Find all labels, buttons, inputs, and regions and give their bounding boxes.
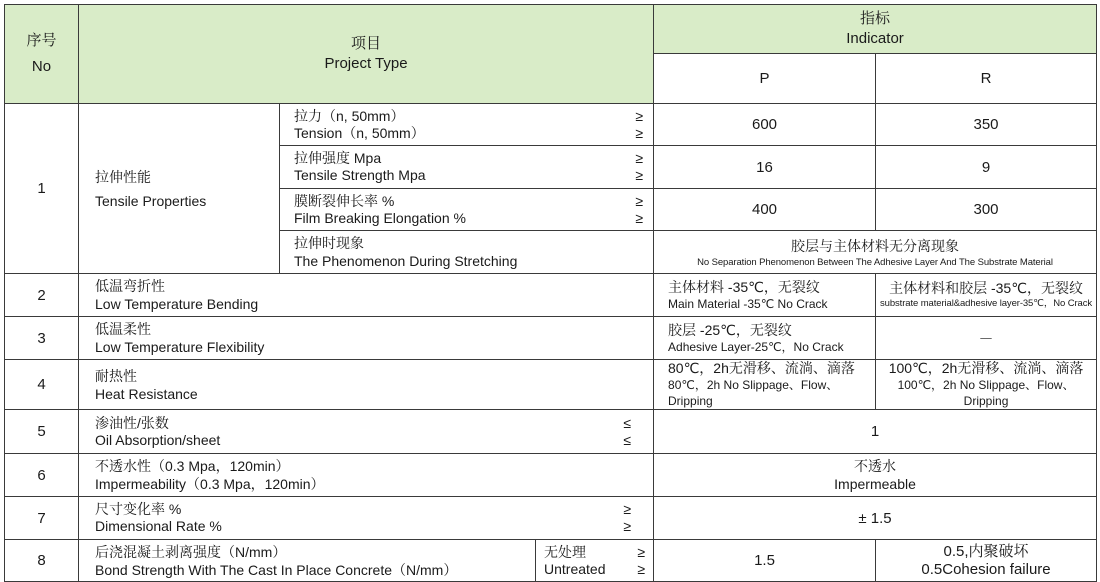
row-2-p	[654, 274, 876, 317]
row-8-sym-2: ≥	[637, 560, 646, 577]
row-2	[5, 274, 1097, 317]
row-2-p-zh: 主体材料 -35℃，无裂纹	[668, 278, 820, 295]
header-col-r: R	[876, 54, 1097, 104]
row-7-no: 7	[5, 497, 79, 540]
row-8-r-en: 0.5Cohesion failure	[921, 560, 1051, 578]
row-4-en: Heat Resistance	[95, 385, 198, 402]
elongation-sym-1: ≥	[635, 192, 644, 209]
header-indicator	[654, 5, 1097, 54]
row-5-item	[79, 410, 654, 454]
elongation-zh: 膜断裂伸长率 %	[294, 192, 395, 209]
row-1-group	[79, 104, 280, 274]
row-8-sub	[536, 540, 654, 582]
row-7-item	[79, 497, 654, 540]
row-2-zh: 低温弯折性	[95, 278, 165, 294]
tension-item	[280, 104, 654, 146]
row-7-zh: 尺寸变化率 %	[95, 501, 182, 517]
row-4-r-en: 100℃，2h No Slippage、Flow、Dripping	[897, 378, 1075, 408]
row-5	[5, 410, 1097, 454]
elongation-p: 400	[654, 189, 876, 231]
header-row	[5, 5, 1097, 54]
strength-p: 16	[654, 146, 876, 189]
header-project	[79, 5, 654, 104]
strength-zh: 拉伸强度 Mpa	[294, 150, 382, 166]
row-3-p-en: Adhesive Layer-25℃，No Crack	[668, 339, 844, 354]
row-5-en: Oil Absorption/sheet	[95, 431, 221, 448]
row-4-r-zh: 100℃，2h无滑移、流淌、滴落	[888, 360, 1084, 376]
header-indicator-en: Indicator	[846, 30, 904, 47]
row-7-sym-1: ≥	[623, 501, 632, 517]
row-3	[5, 317, 1097, 360]
row-1-no: 1	[5, 104, 79, 274]
elongation-r: 300	[876, 189, 1097, 231]
row-1-group-en: Tensile Properties	[95, 192, 207, 209]
phenomenon-zh: 拉伸时现象	[294, 235, 364, 251]
row-4-r	[876, 360, 1097, 410]
row-2-item	[79, 274, 654, 317]
row-6-no: 6	[5, 454, 79, 497]
row-5-sym-1: ≤	[623, 414, 632, 431]
phenomenon-value	[654, 231, 1097, 274]
header-project-en: Project Type	[324, 55, 408, 72]
row-4-p-zh: 80℃，2h无滑移、流淌、滴落	[668, 360, 855, 376]
header-no-zh: 序号	[26, 32, 57, 49]
row-7-sym-2: ≥	[623, 518, 632, 534]
row-5-zh: 渗油性/张数	[95, 414, 169, 431]
row-8-sym-1: ≥	[637, 543, 646, 560]
row-6-zh: 不透水性（0.3 Mpa，120min）	[95, 458, 290, 474]
row-5-no: 5	[5, 410, 79, 454]
row-8-p: 1.5	[654, 540, 876, 582]
row-6-val-en: Impermeable	[834, 476, 916, 492]
header-project-zh: 项目	[351, 35, 382, 52]
elongation-item	[280, 189, 654, 231]
header-no	[5, 5, 79, 104]
phenomenon-val-zh: 胶层与主体材料无分离现象	[791, 237, 960, 254]
row-4-zh: 耐热性	[95, 367, 137, 384]
row-1-group-zh: 拉伸性能	[95, 168, 151, 185]
row-3-zh: 低温柔性	[95, 321, 151, 337]
row-6-value	[654, 454, 1097, 497]
row-4-item	[79, 360, 654, 410]
row-7	[5, 497, 1097, 540]
row-8-item	[79, 540, 536, 582]
row-4-no: 4	[5, 360, 79, 410]
strength-sym-2: ≥	[635, 167, 644, 183]
row-1-tension	[5, 104, 1097, 146]
strength-en: Tensile Strength Mpa	[294, 167, 426, 183]
row-4-p-en: 80℃，2h No Slippage、Flow、Dripping	[668, 378, 839, 408]
row-2-r-en: substrate material&adhesive layer-35℃，No Crack	[880, 298, 1093, 309]
row-7-en: Dimensional Rate %	[95, 518, 222, 534]
header-indicator-zh: 指标	[860, 10, 891, 27]
row-6-item	[79, 454, 654, 497]
row-2-r	[876, 274, 1097, 317]
tension-sym-2: ≥	[635, 124, 644, 141]
row-8-sub-zh: 无处理	[544, 543, 586, 560]
phenomenon-val-en: No Separation Phenomenon Between The Adhesive Layer And The Substrate Material	[697, 256, 1053, 268]
row-4-p	[654, 360, 876, 410]
row-6-en: Impermeability（0.3 Mpa，120min）	[95, 476, 325, 492]
row-3-p-zh: 胶层 -25℃，无裂纹	[668, 321, 792, 338]
row-8-no: 8	[5, 540, 79, 582]
row-7-value: ± 1.5	[654, 497, 1097, 540]
row-8	[5, 540, 1097, 582]
phenomenon-en: The Phenomenon During Stretching	[294, 253, 518, 269]
strength-r: 9	[876, 146, 1097, 189]
row-8-sub-en: Untreated	[544, 560, 606, 577]
elongation-sym-2: ≥	[635, 209, 644, 226]
strength-sym-1: ≥	[635, 150, 644, 166]
tension-zh: 拉力（n, 50mm）	[294, 107, 405, 124]
row-8-zh: 后浇混凝土剥离强度（N/mm）	[95, 543, 287, 560]
row-3-en: Low Temperature Flexibility	[95, 339, 265, 355]
elongation-en: Film Breaking Elongation %	[294, 209, 466, 226]
strength-item	[280, 146, 654, 189]
tension-p: 600	[654, 104, 876, 146]
row-8-r-zh: 0.5,内聚破坏	[943, 542, 1029, 560]
row-3-p	[654, 317, 876, 360]
row-2-en: Low Temperature Bending	[95, 296, 259, 312]
row-4	[5, 360, 1097, 410]
row-3-item	[79, 317, 654, 360]
row-2-r-zh: 主体材料和胶层 -35℃，无裂纹	[889, 280, 1083, 296]
row-5-value: 1	[654, 410, 1097, 454]
header-col-p: P	[654, 54, 876, 104]
row-8-en: Bond Strength With The Cast In Place Concrete（N/mm）	[95, 561, 458, 578]
row-5-sym-2: ≤	[623, 431, 632, 448]
tension-r: 350	[876, 104, 1097, 146]
row-8-r	[876, 540, 1097, 582]
row-2-no: 2	[5, 274, 79, 317]
row-6	[5, 454, 1097, 497]
tension-en: Tension（n, 50mm）	[294, 124, 425, 141]
phenomenon-item	[280, 231, 654, 274]
spec-table	[4, 4, 1097, 582]
row-3-no: 3	[5, 317, 79, 360]
header-no-en: No	[31, 58, 52, 75]
row-2-p-en: Main Material -35℃ No Crack	[668, 296, 828, 311]
row-6-val-zh: 不透水	[854, 458, 897, 474]
row-3-r: －	[876, 317, 1097, 360]
tension-sym-1: ≥	[635, 107, 644, 124]
